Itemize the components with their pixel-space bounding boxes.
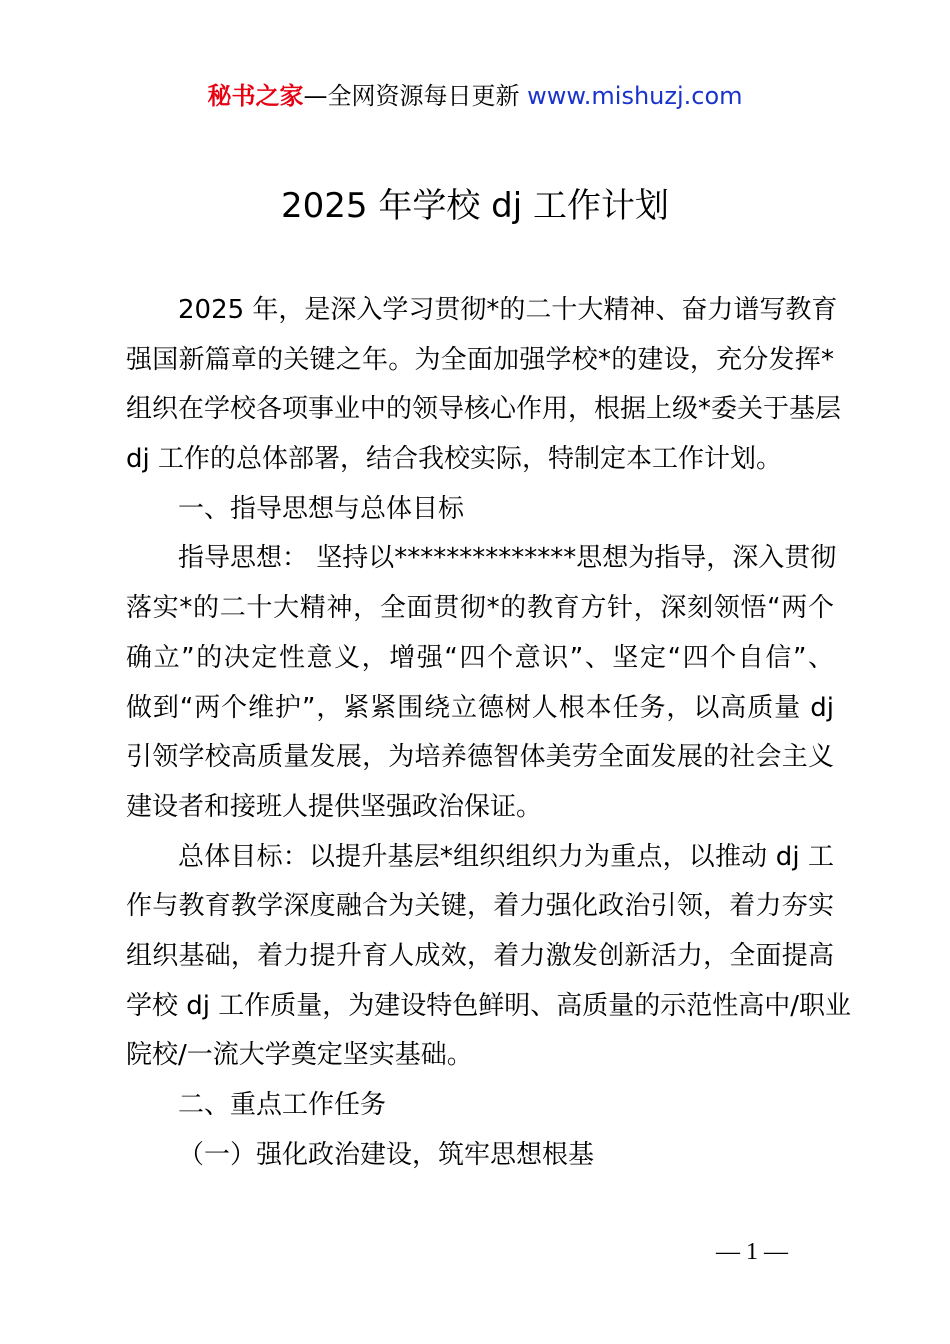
section-heading: 一、指导思想与总体目标 xyxy=(178,493,465,524)
paragraph-line: 指导思想： 坚持以**************思想为指导，深入贯彻 xyxy=(178,543,837,574)
paragraph-line: 建设者和接班人提供坚强政治保证。 xyxy=(126,791,543,822)
paragraph-line: 强国新篇章的关键之年。为全面加强学校*的建设，充分发挥* xyxy=(126,344,834,375)
page-number: — 1 — xyxy=(716,1239,788,1265)
section-heading: 二、重点工作任务 xyxy=(178,1090,387,1120)
site-url-link[interactable]: www.mishuzj.com xyxy=(527,82,743,110)
paragraph-line: dj 工作的总体部署，结合我校实际，特制定本工作计划。 xyxy=(126,444,782,475)
paragraph-line: 总体目标：以提升基层*组织组织力为重点，以推动 dj 工 xyxy=(178,841,834,872)
paragraph-line: 组织基础，着力提升育人成效，着力激发创新活力，全面提高 xyxy=(126,940,834,971)
subsection-heading: （一）强化政治建设，筑牢思想根基 xyxy=(178,1139,595,1170)
paragraph-line: 院校/一流大学奠定坚实基础。 xyxy=(126,1040,473,1071)
paragraph-line: 作与教育教学深度融合为关键，着力强化政治引领，着力夯实 xyxy=(126,891,834,922)
document-body xyxy=(126,286,852,1180)
paragraph-line: 落实*的二十大精神，全面贯彻*的教育方针，深刻领悟“两个 xyxy=(126,593,834,624)
paragraph-line: 做到“两个维护”，紧紧围绕立德树人根本任务，以高质量 dj xyxy=(126,692,834,723)
header-tagline: —全网资源每日更新 xyxy=(303,82,528,110)
document-title: 2025 年学校 dj 工作计划 xyxy=(281,186,669,226)
paragraph-line: 学校 dj 工作质量，为建设特色鲜明、高质量的示范性高中/职业 xyxy=(126,990,852,1021)
brand-name: 秘书之家 xyxy=(207,82,304,110)
site-header xyxy=(0,80,950,112)
paragraph-line: 确立”的决定性意义，增强“四个意识”、坚定“四个自信”、 xyxy=(126,642,834,673)
paragraph-line: 组织在学校各项事业中的领导核心作用，根据上级*委关于基层 xyxy=(126,394,842,425)
paragraph-line: 引领学校高质量发展，为培养德智体美劳全面发展的社会主义 xyxy=(126,742,834,773)
paragraph-line: 2025 年，是深入学习贯彻*的二十大精神、奋力谱写教育 xyxy=(178,295,838,325)
